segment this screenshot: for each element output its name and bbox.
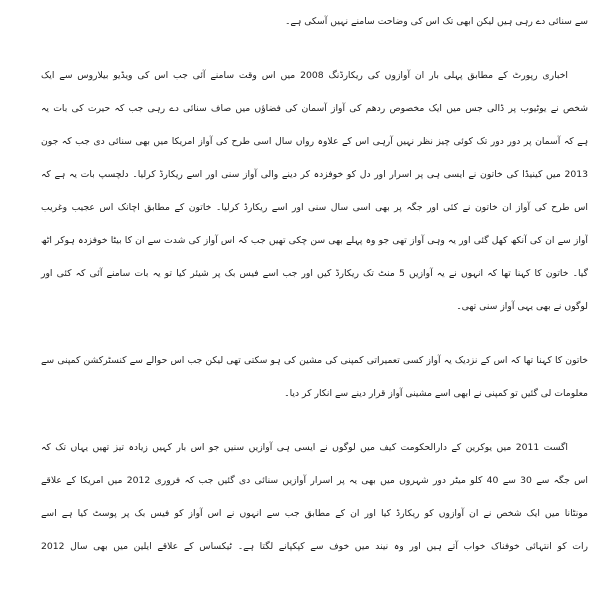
text-line-content: اس جگہ سے 30 سے 40 کلو میٹر دور شہروں میں بھی یہ پر اسرار آوازیں سنائی دی گئیں جب کہ فروری 2012 میں امریکا کے علاقے	[41, 475, 588, 486]
text-line-content: گیا۔ خاتون کا کہنا تھا کہ انہوں نے یہ آوازیں 5 منٹ تک ریکارڈ کیں اور جب اسے فیس بک پر شیئر کیا تو یہ بات سامنے آئی کہ کئی اور	[41, 268, 588, 279]
text-line-content: 2013 میں کینیڈا کی خاتون نے ایسی ہی پر اسرار اور دل کو خوفزدہ کر دینے والی آواز سنی اور اسے ریکارڈ کرلیا۔ دلچسپ بات یہ ہے کہ	[41, 169, 588, 180]
text-line	[40, 188, 588, 221]
text-line-content: خاتون کا کہنا تھا کہ اس کے نزدیک یہ آواز کسی تعمیراتی کمپنی کی مشین کی ہو سکتی تھی لیکن جب اس حوالے سے کنسٹرکشن کمپنی سے	[41, 355, 588, 366]
text-line-content: ہے کہ آسمان پر دور دور تک کوئی چیز نظر نہیں آرہی اس کے علاوہ رواں سال اسی طرح کی آواز امریکا میں بھی سنائی دی جب کہ جون	[41, 136, 588, 147]
article-paragraph	[40, 341, 588, 407]
text-line-content: رات کو انتہائی خوفناک خواب آتے ہیں اور وہ نیند میں خوف سے کپکپانے لگتا ہے۔ ٹیکساس کے علاقے ایلین میں بھی سال 2012	[41, 541, 588, 552]
text-line	[40, 155, 588, 188]
text-line	[40, 461, 588, 494]
text-line	[40, 254, 588, 287]
text-line	[40, 89, 588, 122]
text-line	[40, 341, 588, 374]
text-line-content: لوگوں نے بھی یہی آواز سنی تھی۔	[456, 301, 588, 312]
text-line	[40, 122, 588, 155]
text-line-content: اخباری رپورٹ کے مطابق پہلی بار ان آوازوں کی ریکارڈنگ 2008 میں اس وقت سامنے آئی جب اس کی ویڈیو بیلاروس سے ایک	[41, 70, 568, 81]
text-line	[40, 287, 588, 320]
text-line-content: اگست 2011 میں یوکرین کے دارالحکومت کیف میں لوگوں نے ایسی ہی آوازیں سنیں جو اس بار کہیں زیادہ تیز تھیں یہاں تک کہ	[40, 442, 568, 453]
article-paragraph	[40, 428, 588, 560]
text-line-content: شخص نے یوٹیوب پر ڈالی جس میں ایک مخصوص ردھم کی آواز آسمان کی فضاؤں میں صاف سنائی دے رہی جب کہ حیرت کی بات یہ	[41, 103, 588, 114]
text-line-content: سے سنائی دے رہی ہیں لیکن ابھی تک اس کی وضاحت سامنے نہیں آسکی ہے۔	[285, 16, 588, 27]
text-line	[40, 527, 588, 560]
text-line-content: آواز سے ان کی آنکھ کھل گئی اور یہ وہی آواز تھی جو وہ پہلے بھی سن چکی تھیں جب کہ اس آواز کی شدت سے ان کا بیٹا خوفزدہ ہوکر اٹھ	[41, 235, 588, 246]
article-paragraph	[40, 2, 588, 35]
text-line	[40, 2, 588, 35]
text-line-content: معلومات لی گئیں تو کمپنی نے ابھی اسے مشینی آواز قرار دینے سے انکار کر دیا۔	[284, 388, 588, 399]
text-line-content: اس طرح کی آواز ان خاتون نے کئی اور جگہ پر بھی اسی سال سنی اور اسے ریکارڈ کرلیا۔ خاتون کے مطابق اچانک اس عجیب وغریب	[41, 202, 588, 213]
article-body	[40, 2, 588, 581]
text-line	[40, 56, 588, 89]
text-line	[40, 374, 588, 407]
text-line	[40, 494, 588, 527]
text-line	[40, 428, 588, 461]
text-line-content: مونٹانا میں ایک شخص نے ان آوازوں کو ریکارڈ کیا اور ان کے مطابق جب سے انہوں نے اس آواز کو فیس بک پر پوسٹ کیا ہے اسے	[41, 508, 588, 519]
text-line	[40, 221, 588, 254]
article-paragraph	[40, 56, 588, 320]
